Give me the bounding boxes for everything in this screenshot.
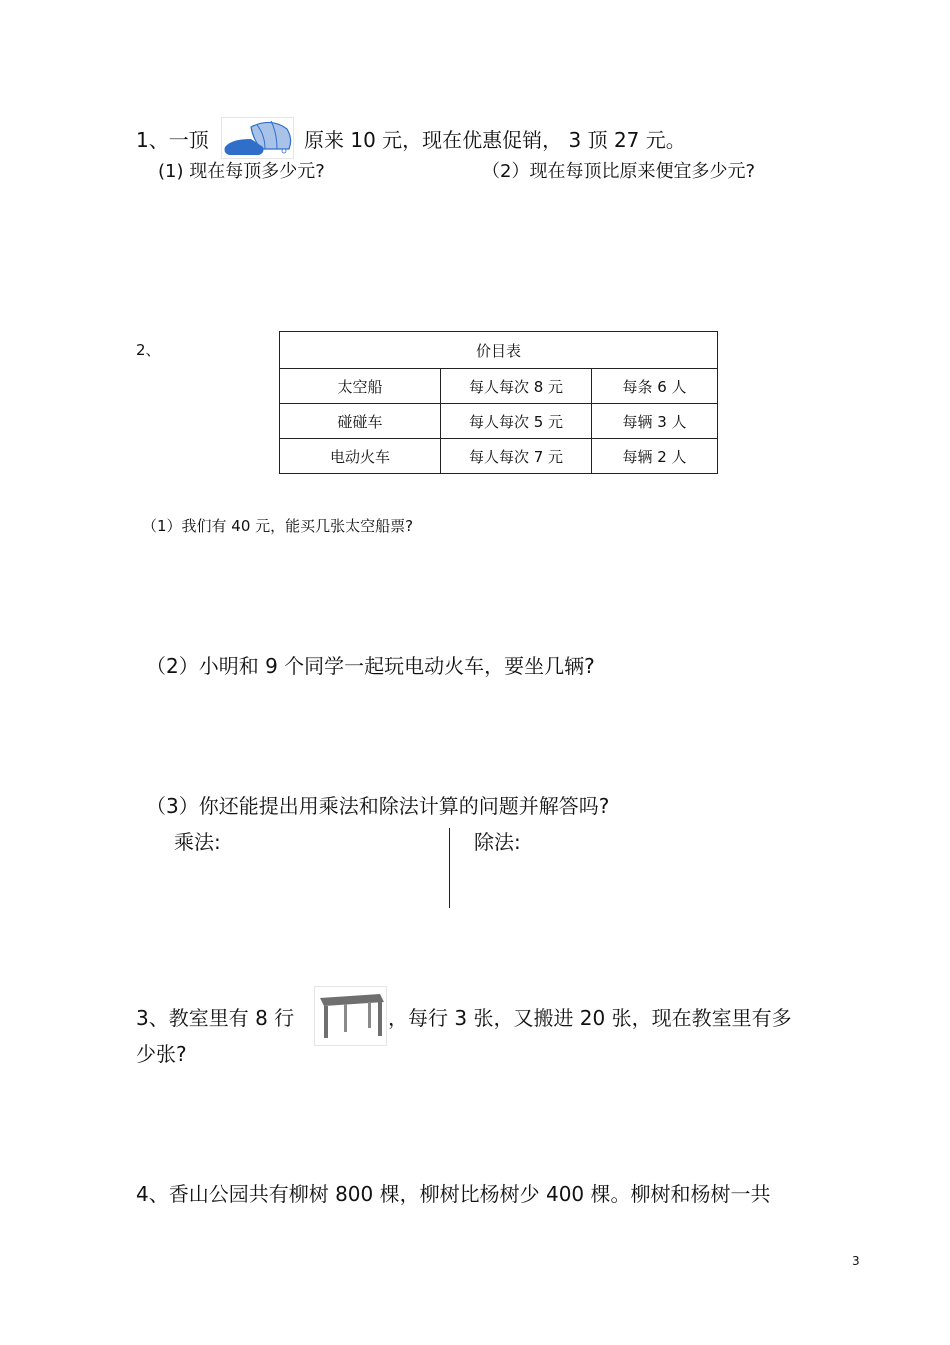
divider-line bbox=[449, 828, 450, 908]
table-cell: 电动火车 bbox=[280, 439, 441, 474]
q2-number: 2、 bbox=[136, 341, 161, 359]
price-table bbox=[279, 331, 718, 474]
q1-suffix: 原来 10 元，现在优惠促销， 3 顶 27 元。 bbox=[304, 128, 686, 152]
table-cell: 每辆 2 人 bbox=[592, 439, 718, 474]
table-cell: 每辆 3 人 bbox=[592, 404, 718, 439]
q3-prefix: 3、教室里有 8 行 bbox=[136, 1006, 295, 1030]
table-cell: 每人每次 7 元 bbox=[441, 439, 592, 474]
table-cell: 太空船 bbox=[280, 369, 441, 404]
table-row bbox=[280, 439, 718, 474]
mult-label: 乘法: bbox=[174, 830, 221, 854]
cap-icon bbox=[221, 117, 294, 159]
q2-sub3: （3）你还能提出用乘法和除法计算的问题并解答吗? bbox=[146, 794, 610, 818]
q4-text: 4、香山公园共有柳树 800 棵，柳树比杨树少 400 棵。柳树和杨树一共 bbox=[136, 1182, 771, 1206]
q1-sub2: （2）现在每顶比原来便宜多少元? bbox=[482, 161, 756, 182]
table-cell: 碰碰车 bbox=[280, 404, 441, 439]
price-table-title: 价目表 bbox=[280, 332, 718, 369]
table-cell: 每条 6 人 bbox=[592, 369, 718, 404]
table-cell: 每人每次 8 元 bbox=[441, 369, 592, 404]
q3-suffix: ，每行 3 张，又搬进 20 张，现在教室里有多 bbox=[388, 1006, 792, 1030]
page-number: 3 bbox=[852, 1254, 860, 1268]
div-label: 除法: bbox=[474, 830, 521, 854]
table-row bbox=[280, 404, 718, 439]
desk-icon bbox=[314, 986, 387, 1046]
q2-sub2: （2）小明和 9 个同学一起玩电动火车，要坐几辆? bbox=[146, 654, 595, 678]
q2-sub1: （1）我们有 40 元，能买几张太空船票? bbox=[142, 517, 414, 535]
table-cell: 每人每次 5 元 bbox=[441, 404, 592, 439]
q1-sub1: (1) 现在每顶多少元? bbox=[158, 161, 325, 182]
q3-line2: 少张? bbox=[136, 1042, 187, 1066]
table-row bbox=[280, 369, 718, 404]
q1-prefix: 1、一顶 bbox=[136, 128, 209, 152]
